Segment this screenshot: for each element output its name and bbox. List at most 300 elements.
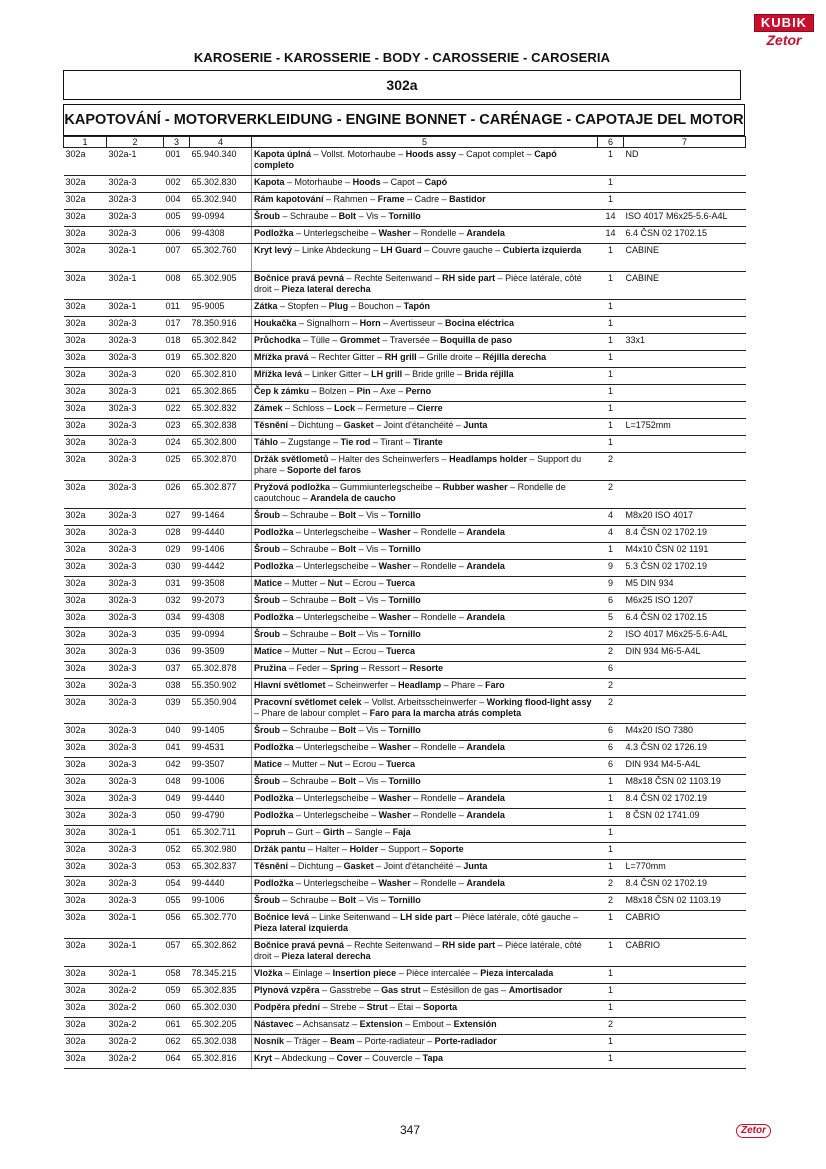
cell-c4: 99-1006 xyxy=(190,894,252,911)
cell-c1: 302a xyxy=(64,453,107,481)
cell-c5: Podložka – Unterlegscheibe – Washer – Rondelle – Arandela xyxy=(252,611,598,628)
cell-c1: 302a xyxy=(64,679,107,696)
cell-c1: 302a xyxy=(64,385,107,402)
cell-c6: 6 xyxy=(598,758,624,775)
cell-c4: 65.302.030 xyxy=(190,1001,252,1018)
cell-c4: 99-2073 xyxy=(190,594,252,611)
table-row xyxy=(64,911,746,939)
cell-c7 xyxy=(624,402,746,419)
cell-c4: 65.302.832 xyxy=(190,402,252,419)
cell-c7: L=770mm xyxy=(624,860,746,877)
cell-c7 xyxy=(624,662,746,679)
table-row xyxy=(64,334,746,351)
cell-c6: 6 xyxy=(598,662,624,679)
cell-c2: 302a-3 xyxy=(107,594,164,611)
cell-c4: 65.302.810 xyxy=(190,368,252,385)
cell-c5: Nástavec – Achsansatz – Extension – Embout – Extensión xyxy=(252,1018,598,1035)
cell-c2: 302a-1 xyxy=(107,272,164,300)
cell-c6: 1 xyxy=(598,368,624,385)
cell-c3: 050 xyxy=(164,809,190,826)
cell-c5: Bočnice levá – Linke Seitenwand – LH side part – Pièce latérale, côté gauche – Pieza lateral izquierda xyxy=(252,911,598,939)
cell-c7: CABINE xyxy=(624,244,746,272)
cell-c1: 302a xyxy=(64,792,107,809)
cell-c4: 65.302.877 xyxy=(190,481,252,509)
column-header-4: 4 xyxy=(190,137,252,148)
cell-c3: 028 xyxy=(164,526,190,543)
cell-c2: 302a-3 xyxy=(107,385,164,402)
cell-c7: M8x18 ČSN 02 1103.19 xyxy=(624,775,746,792)
table-row xyxy=(64,385,746,402)
cell-c3: 031 xyxy=(164,577,190,594)
cell-c4: 99-0994 xyxy=(190,210,252,227)
table-row xyxy=(64,984,746,1001)
cell-c1: 302a xyxy=(64,741,107,758)
table-row xyxy=(64,351,746,368)
cell-c4: 99-1405 xyxy=(190,724,252,741)
cell-c2: 302a-3 xyxy=(107,210,164,227)
cell-c6: 1 xyxy=(598,1035,624,1052)
cell-c6: 1 xyxy=(598,1052,624,1069)
cell-c6: 14 xyxy=(598,227,624,244)
cell-c7: 8.4 ČSN 02 1702.19 xyxy=(624,792,746,809)
cell-c7 xyxy=(624,826,746,843)
cell-c6: 2 xyxy=(598,1018,624,1035)
cell-c5: Šroub – Schraube – Bolt – Vis – Tornillo xyxy=(252,210,598,227)
table-row xyxy=(64,419,746,436)
cell-c6: 1 xyxy=(598,176,624,193)
cell-c6: 1 xyxy=(598,272,624,300)
cell-c4: 99-3508 xyxy=(190,577,252,594)
cell-c1: 302a xyxy=(64,628,107,645)
cell-c7: DIN 934 M4-5-A4L xyxy=(624,758,746,775)
cell-c3: 038 xyxy=(164,679,190,696)
cell-c1: 302a xyxy=(64,775,107,792)
cell-c3: 017 xyxy=(164,317,190,334)
cell-c3: 019 xyxy=(164,351,190,368)
cell-c7: CABRIO xyxy=(624,911,746,939)
table-header-row xyxy=(64,137,746,148)
cell-c2: 302a-1 xyxy=(107,148,164,176)
cell-c3: 059 xyxy=(164,984,190,1001)
cell-c7 xyxy=(624,1035,746,1052)
table-row xyxy=(64,1018,746,1035)
table-row xyxy=(64,645,746,662)
cell-c6: 1 xyxy=(598,775,624,792)
cell-c7: 33x1 xyxy=(624,334,746,351)
cell-c6: 4 xyxy=(598,526,624,543)
cell-c3: 040 xyxy=(164,724,190,741)
cell-c1: 302a xyxy=(64,210,107,227)
cell-c1: 302a xyxy=(64,1001,107,1018)
cell-c6: 1 xyxy=(598,911,624,939)
cell-c5: Kryt levý – Linke Abdeckung – LH Guard – Couvre gauche – Cubierta izquierda xyxy=(252,244,598,272)
cell-c2: 302a-2 xyxy=(107,1001,164,1018)
cell-c6: 1 xyxy=(598,826,624,843)
table-row xyxy=(64,758,746,775)
cell-c3: 052 xyxy=(164,843,190,860)
cell-c3: 051 xyxy=(164,826,190,843)
cell-c4: 78.345.215 xyxy=(190,967,252,984)
parts-table xyxy=(63,136,746,1069)
cell-c6: 2 xyxy=(598,453,624,481)
cell-c5: Matice – Mutter – Nut – Ecrou – Tuerca xyxy=(252,758,598,775)
cell-c4: 65.302.830 xyxy=(190,176,252,193)
cell-c7: L=1752mm xyxy=(624,419,746,436)
cell-c1: 302a xyxy=(64,758,107,775)
table-row xyxy=(64,560,746,577)
cell-c2: 302a-3 xyxy=(107,419,164,436)
cell-c4: 65.940.340 xyxy=(190,148,252,176)
table-row xyxy=(64,662,746,679)
cell-c7 xyxy=(624,317,746,334)
table-row xyxy=(64,210,746,227)
cell-c5: Podložka – Unterlegscheibe – Washer – Rondelle – Arandela xyxy=(252,560,598,577)
cell-c4: 99-1006 xyxy=(190,775,252,792)
cell-c7 xyxy=(624,481,746,509)
cell-c1: 302a xyxy=(64,1018,107,1035)
table-row xyxy=(64,611,746,628)
cell-c5: Šroub – Schraube – Bolt – Vis – Tornillo xyxy=(252,509,598,526)
cell-c2: 302a-1 xyxy=(107,300,164,317)
cell-c4: 65.302.862 xyxy=(190,939,252,967)
cell-c1: 302a xyxy=(64,939,107,967)
cell-c7: 6.4 ČSN 02 1702.15 xyxy=(624,227,746,244)
cell-c1: 302a xyxy=(64,894,107,911)
cell-c3: 029 xyxy=(164,543,190,560)
cell-c3: 007 xyxy=(164,244,190,272)
cell-c2: 302a-3 xyxy=(107,877,164,894)
cell-c2: 302a-3 xyxy=(107,334,164,351)
cell-c2: 302a-3 xyxy=(107,453,164,481)
cell-c7 xyxy=(624,696,746,724)
cell-c6: 1 xyxy=(598,792,624,809)
cell-c4: 65.302.870 xyxy=(190,453,252,481)
cell-c3: 036 xyxy=(164,645,190,662)
cell-c6: 2 xyxy=(598,894,624,911)
cell-c5: Podložka – Unterlegscheibe – Washer – Rondelle – Arandela xyxy=(252,809,598,826)
cell-c2: 302a-1 xyxy=(107,967,164,984)
cell-c6: 2 xyxy=(598,696,624,724)
cell-c7: M6x25 ISO 1207 xyxy=(624,594,746,611)
cell-c3: 060 xyxy=(164,1001,190,1018)
cell-c4: 65.302.760 xyxy=(190,244,252,272)
cell-c3: 042 xyxy=(164,758,190,775)
cell-c1: 302a xyxy=(64,1052,107,1069)
cell-c7: M5 DIN 934 xyxy=(624,577,746,594)
cell-c2: 302a-3 xyxy=(107,193,164,210)
cell-c3: 026 xyxy=(164,481,190,509)
table-row xyxy=(64,526,746,543)
cell-c1: 302a xyxy=(64,300,107,317)
cell-c2: 302a-3 xyxy=(107,526,164,543)
cell-c6: 1 xyxy=(598,984,624,1001)
cell-c5: Šroub – Schraube – Bolt – Vis – Tornillo xyxy=(252,628,598,645)
cell-c7: M8x18 ČSN 02 1103.19 xyxy=(624,894,746,911)
cell-c4: 95-9005 xyxy=(190,300,252,317)
cell-c3: 056 xyxy=(164,911,190,939)
cell-c2: 302a-3 xyxy=(107,611,164,628)
cell-c1: 302a xyxy=(64,967,107,984)
cell-c7 xyxy=(624,436,746,453)
cell-c6: 1 xyxy=(598,543,624,560)
cell-c5: Držák světlometů – Halter des Scheinwerfers – Headlamps holder – Support du phare – Soporte del faros xyxy=(252,453,598,481)
table-row xyxy=(64,543,746,560)
cell-c1: 302a xyxy=(64,436,107,453)
cell-c3: 005 xyxy=(164,210,190,227)
table-row xyxy=(64,826,746,843)
table-row xyxy=(64,1001,746,1018)
cell-c4: 99-1464 xyxy=(190,509,252,526)
cell-c5: Kapota úplná – Vollst. Motorhaube – Hoods assy – Capot complet – Capó completo xyxy=(252,148,598,176)
cell-c5: Šroub – Schraube – Bolt – Vis – Tornillo xyxy=(252,894,598,911)
cell-c4: 78.350.916 xyxy=(190,317,252,334)
cell-c2: 302a-3 xyxy=(107,227,164,244)
cell-c2: 302a-3 xyxy=(107,792,164,809)
cell-c4: 65.302.905 xyxy=(190,272,252,300)
cell-c3: 058 xyxy=(164,967,190,984)
cell-c4: 99-4531 xyxy=(190,741,252,758)
cell-c1: 302a xyxy=(64,193,107,210)
cell-c1: 302a xyxy=(64,577,107,594)
cell-c1: 302a xyxy=(64,272,107,300)
cell-c3: 032 xyxy=(164,594,190,611)
cell-c6: 1 xyxy=(598,967,624,984)
table-row xyxy=(64,1035,746,1052)
cell-c5: Plynová vzpěra – Gasstrebe – Gas strut – Estésillon de gas – Amortisador xyxy=(252,984,598,1001)
cell-c2: 302a-2 xyxy=(107,1052,164,1069)
cell-c1: 302a xyxy=(64,509,107,526)
cell-c7: ISO 4017 M6x25-5.6-A4L xyxy=(624,628,746,645)
cell-c5: Matice – Mutter – Nut – Ecrou – Tuerca xyxy=(252,577,598,594)
cell-c2: 302a-3 xyxy=(107,317,164,334)
cell-c5: Těsnění – Dichtung – Gasket – Joint d'étanchéité – Junta xyxy=(252,419,598,436)
cell-c6: 2 xyxy=(598,645,624,662)
table-row xyxy=(64,368,746,385)
cell-c3: 062 xyxy=(164,1035,190,1052)
column-header-5: 5 xyxy=(252,137,598,148)
cell-c2: 302a-3 xyxy=(107,860,164,877)
cell-c5: Mřížka pravá – Rechter Gitter – RH grill – Grille droite – Réjilla derecha xyxy=(252,351,598,368)
cell-c7: CABINE xyxy=(624,272,746,300)
cell-c7: 4.3 ČSN 02 1726.19 xyxy=(624,741,746,758)
cell-c1: 302a xyxy=(64,317,107,334)
cell-c2: 302a-3 xyxy=(107,741,164,758)
cell-c6: 1 xyxy=(598,860,624,877)
cell-c4: 65.302.770 xyxy=(190,911,252,939)
table-row xyxy=(64,792,746,809)
cell-c3: 064 xyxy=(164,1052,190,1069)
cell-c3: 049 xyxy=(164,792,190,809)
cell-c2: 302a-3 xyxy=(107,560,164,577)
cell-c2: 302a-3 xyxy=(107,481,164,509)
cell-c5: Šroub – Schraube – Bolt – Vis – Tornillo xyxy=(252,543,598,560)
cell-c4: 65.302.816 xyxy=(190,1052,252,1069)
cell-c5: Bočnice pravá pevná – Rechte Seitenwand – RH side part – Pièce latérale, côté droit – Pieza lateral derecha xyxy=(252,939,598,967)
cell-c4: 99-4308 xyxy=(190,611,252,628)
cell-c4: 65.302.878 xyxy=(190,662,252,679)
cell-c6: 6 xyxy=(598,594,624,611)
cell-c3: 023 xyxy=(164,419,190,436)
cell-c3: 022 xyxy=(164,402,190,419)
cell-c3: 041 xyxy=(164,741,190,758)
column-header-3: 3 xyxy=(164,137,190,148)
cell-c6: 6 xyxy=(598,724,624,741)
cell-c1: 302a xyxy=(64,244,107,272)
table-row xyxy=(64,300,746,317)
cell-c5: Podložka – Unterlegscheibe – Washer – Rondelle – Arandela xyxy=(252,792,598,809)
cell-c3: 024 xyxy=(164,436,190,453)
cell-c4: 65.302.800 xyxy=(190,436,252,453)
cell-c4: 55.350.902 xyxy=(190,679,252,696)
cell-c2: 302a-3 xyxy=(107,696,164,724)
cell-c2: 302a-2 xyxy=(107,1018,164,1035)
cell-c3: 034 xyxy=(164,611,190,628)
table-row xyxy=(64,577,746,594)
cell-c7: CABRIO xyxy=(624,939,746,967)
cell-c4: 99-3509 xyxy=(190,645,252,662)
cell-c5: Průchodka – Tülle – Grommet – Traversée – Boquilla de paso xyxy=(252,334,598,351)
table-row xyxy=(64,679,746,696)
cell-c6: 1 xyxy=(598,244,624,272)
cell-c5: Šroub – Schraube – Bolt – Vis – Tornillo xyxy=(252,594,598,611)
cell-c6: 2 xyxy=(598,877,624,894)
table-row xyxy=(64,509,746,526)
cell-c3: 008 xyxy=(164,272,190,300)
cell-c3: 039 xyxy=(164,696,190,724)
cell-c4: 65.302.980 xyxy=(190,843,252,860)
table-row xyxy=(64,148,746,176)
table-row xyxy=(64,1052,746,1069)
cell-c1: 302a xyxy=(64,984,107,1001)
cell-c4: 65.302.820 xyxy=(190,351,252,368)
cell-c5: Pružina – Feder – Spring – Ressort – Resorte xyxy=(252,662,598,679)
cell-c4: 99-1406 xyxy=(190,543,252,560)
cell-c5: Pracovní světlomet celek – Vollst. Arbeitsscheinwerfer – Working flood-light assy – Phare de labour complet – Faro para la marcha atrás completa xyxy=(252,696,598,724)
cell-c7: 8.4 ČSN 02 1702.19 xyxy=(624,526,746,543)
cell-c2: 302a-1 xyxy=(107,244,164,272)
cell-c4: 65.302.038 xyxy=(190,1035,252,1052)
table-row xyxy=(64,877,746,894)
cell-c7: ISO 4017 M6x25-5.6-A4L xyxy=(624,210,746,227)
cell-c5: Rám kapotování – Rahmen – Frame – Cadre – Bastidor xyxy=(252,193,598,210)
cell-c2: 302a-3 xyxy=(107,543,164,560)
table-row xyxy=(64,481,746,509)
cell-c6: 9 xyxy=(598,560,624,577)
cell-c2: 302a-1 xyxy=(107,826,164,843)
column-header-6: 6 xyxy=(598,137,624,148)
cell-c2: 302a-3 xyxy=(107,679,164,696)
cell-c1: 302a xyxy=(64,543,107,560)
cell-c3: 037 xyxy=(164,662,190,679)
cell-c6: 5 xyxy=(598,611,624,628)
cell-c5: Čep k zámku – Bolzen – Pin – Axe – Perno xyxy=(252,385,598,402)
cell-c2: 302a-1 xyxy=(107,939,164,967)
cell-c1: 302a xyxy=(64,176,107,193)
cell-c1: 302a xyxy=(64,826,107,843)
cell-c1: 302a xyxy=(64,911,107,939)
table-row xyxy=(64,939,746,967)
section-code: 302a xyxy=(63,70,741,100)
table-row xyxy=(64,594,746,611)
cell-c1: 302a xyxy=(64,1035,107,1052)
table-row xyxy=(64,317,746,334)
cell-c6: 1 xyxy=(598,300,624,317)
cell-c3: 061 xyxy=(164,1018,190,1035)
cell-c6: 1 xyxy=(598,317,624,334)
cell-c1: 302a xyxy=(64,419,107,436)
kubik-zetor-logo xyxy=(754,14,814,50)
cell-c5: Podložka – Unterlegscheibe – Washer – Rondelle – Arandela xyxy=(252,877,598,894)
cell-c3: 001 xyxy=(164,148,190,176)
cell-c5: Pryžová podložka – Gummiunterlegscheibe – Rubber washer – Rondelle de caoutchouc – Arandela de caucho xyxy=(252,481,598,509)
cell-c4: 65.302.835 xyxy=(190,984,252,1001)
cell-c4: 99-3507 xyxy=(190,758,252,775)
table-row xyxy=(64,843,746,860)
cell-c1: 302a xyxy=(64,662,107,679)
parts-table-body xyxy=(64,148,746,1069)
table-row xyxy=(64,967,746,984)
cell-c3: 057 xyxy=(164,939,190,967)
cell-c7: 8.4 ČSN 02 1702.19 xyxy=(624,877,746,894)
cell-c3: 030 xyxy=(164,560,190,577)
cell-c3: 027 xyxy=(164,509,190,526)
cell-c6: 1 xyxy=(598,402,624,419)
cell-c1: 302a xyxy=(64,481,107,509)
cell-c7 xyxy=(624,193,746,210)
cell-c6: 4 xyxy=(598,509,624,526)
table-row xyxy=(64,227,746,244)
cell-c5: Popruh – Gurt – Girth – Sangle – Faja xyxy=(252,826,598,843)
cell-c1: 302a xyxy=(64,402,107,419)
cell-c2: 302a-3 xyxy=(107,577,164,594)
cell-c2: 302a-3 xyxy=(107,894,164,911)
cell-c5: Kapota – Motorhaube – Hoods – Capot – Capó xyxy=(252,176,598,193)
cell-c7 xyxy=(624,1052,746,1069)
cell-c5: Podložka – Unterlegscheibe – Washer – Rondelle – Arandela xyxy=(252,227,598,244)
table-row xyxy=(64,860,746,877)
cell-c3: 020 xyxy=(164,368,190,385)
table-row xyxy=(64,775,746,792)
table-row xyxy=(64,741,746,758)
cell-c3: 055 xyxy=(164,894,190,911)
cell-c5: Nosník – Träger – Beam – Porte-radiateur – Porte-radiador xyxy=(252,1035,598,1052)
cell-c5: Matice – Mutter – Nut – Ecrou – Tuerca xyxy=(252,645,598,662)
table-row xyxy=(64,176,746,193)
cell-c1: 302a xyxy=(64,334,107,351)
cell-c4: 99-4308 xyxy=(190,227,252,244)
cell-c7 xyxy=(624,368,746,385)
cell-c2: 302a-3 xyxy=(107,436,164,453)
cell-c2: 302a-1 xyxy=(107,911,164,939)
cell-c6: 1 xyxy=(598,1001,624,1018)
cell-c1: 302a xyxy=(64,148,107,176)
cell-c6: 1 xyxy=(598,193,624,210)
cell-c6: 2 xyxy=(598,679,624,696)
cell-c3: 002 xyxy=(164,176,190,193)
cell-c1: 302a xyxy=(64,696,107,724)
cell-c3: 004 xyxy=(164,193,190,210)
cell-c2: 302a-3 xyxy=(107,775,164,792)
cell-c1: 302a xyxy=(64,594,107,611)
cell-c7 xyxy=(624,679,746,696)
cell-c7 xyxy=(624,984,746,1001)
cell-c7: M4x20 ISO 7380 xyxy=(624,724,746,741)
cell-c2: 302a-3 xyxy=(107,758,164,775)
cell-c5: Hlavní světlomet – Scheinwerfer – Headlamp – Phare – Faro xyxy=(252,679,598,696)
column-header-2: 2 xyxy=(107,137,164,148)
cell-c7: M8x20 ISO 4017 xyxy=(624,509,746,526)
cell-c5: Podložka – Unterlegscheibe – Washer – Rondelle – Arandela xyxy=(252,741,598,758)
